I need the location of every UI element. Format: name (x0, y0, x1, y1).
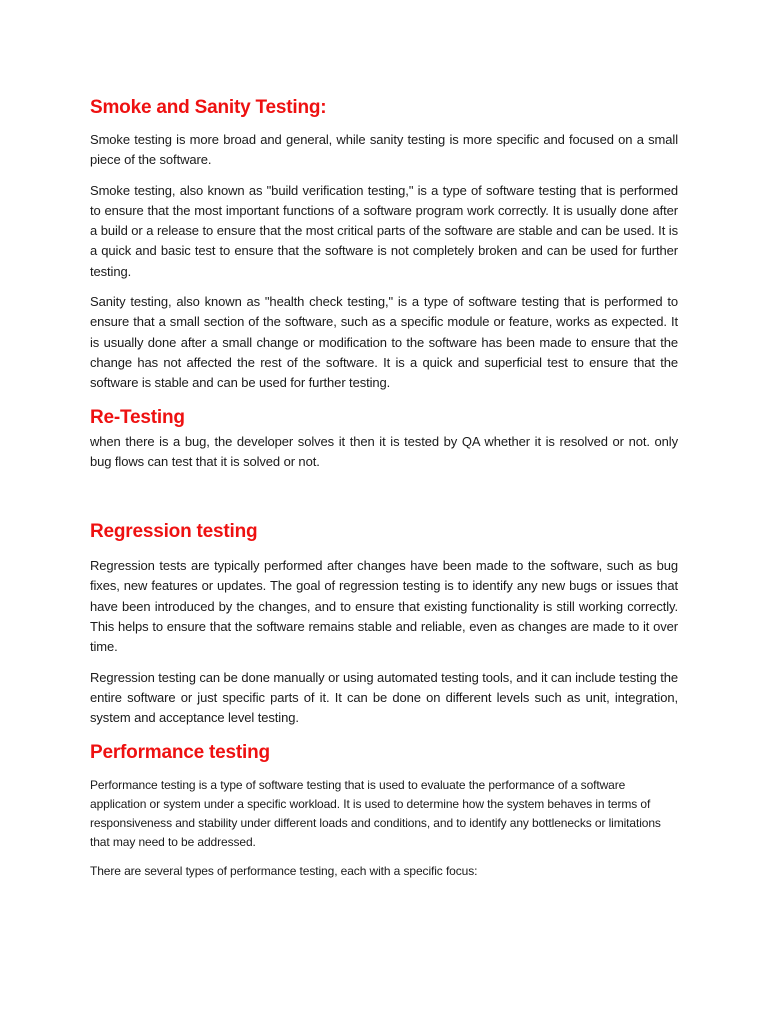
heading-performance-testing: Performance testing (90, 741, 270, 763)
heading-smoke-sanity-testing: Smoke and Sanity Testing: (90, 97, 327, 118)
heading-re-testing: Re-Testing (90, 406, 185, 428)
paragraph-sanity-definition: Sanity testing, also known as "health check testing," is a type of software testing that is performed to ensure that a small section of the software, such as a specific module or feature, works as expected. It is usually done after a small change or modification to the software has been made to ensure that the change has not affected the rest of the software. It is a quick and superficial test to ensure that the software is stable and can be used for further testing. (90, 294, 678, 391)
section-re-testing (90, 406, 678, 473)
paragraph-smoke-intro: Smoke testing is more broad and general, while sanity testing is more specific and focused on a small piece of the software. (90, 132, 678, 168)
heading-regression-testing: Regression testing (90, 521, 258, 543)
paragraph-smoke-definition: Smoke testing, also known as "build verification testing," is a type of software testing that is performed to ensure that the most important functions of a software program work correctly. It is usually done after a build or a release to ensure that the most critical parts of the software are stable and can be used. It is a quick and basic test to ensure that the software is not completely broken and can be used for further testing. (90, 182, 678, 279)
section-smoke-sanity-testing (90, 96, 678, 394)
section-regression-testing (90, 520, 678, 728)
paragraph-regression-methods: Regression testing can be done manually or using automated testing tools, and it can include testing the entire software or just specific parts of it. It can be done on different levels such as unit, integration, system and acceptance level testing. (90, 669, 678, 726)
paragraph-re-testing: when there is a bug, the developer solves it then it is tested by QA whether it is resolved or not. only bug flows can test that it is solved or not. (90, 433, 678, 469)
paragraph-performance-intro: Performance testing is a type of software testing that is used to evaluate the performance of a software application or system under a specific workload. It is used to determine how the system behaves in terms of responsiveness and stability under different loads and conditions, and to identify any bottlenecks or limitations that may need to be addressed. (90, 777, 661, 849)
section-performance-testing (90, 741, 678, 881)
paragraph-regression-intro: Regression tests are typically performed after changes have been made to the software, such as bug fixes, new features or updates. The goal of regression testing is to identify any new bugs or issues that have been introduced by the changes, and to ensure that existing functionality is still working correctly. This helps to ensure that the software remains stable and reliable, even as changes are made to it over time. (90, 558, 678, 655)
paragraph-performance-types: There are several types of performance testing, each with a specific focus: (90, 863, 478, 878)
